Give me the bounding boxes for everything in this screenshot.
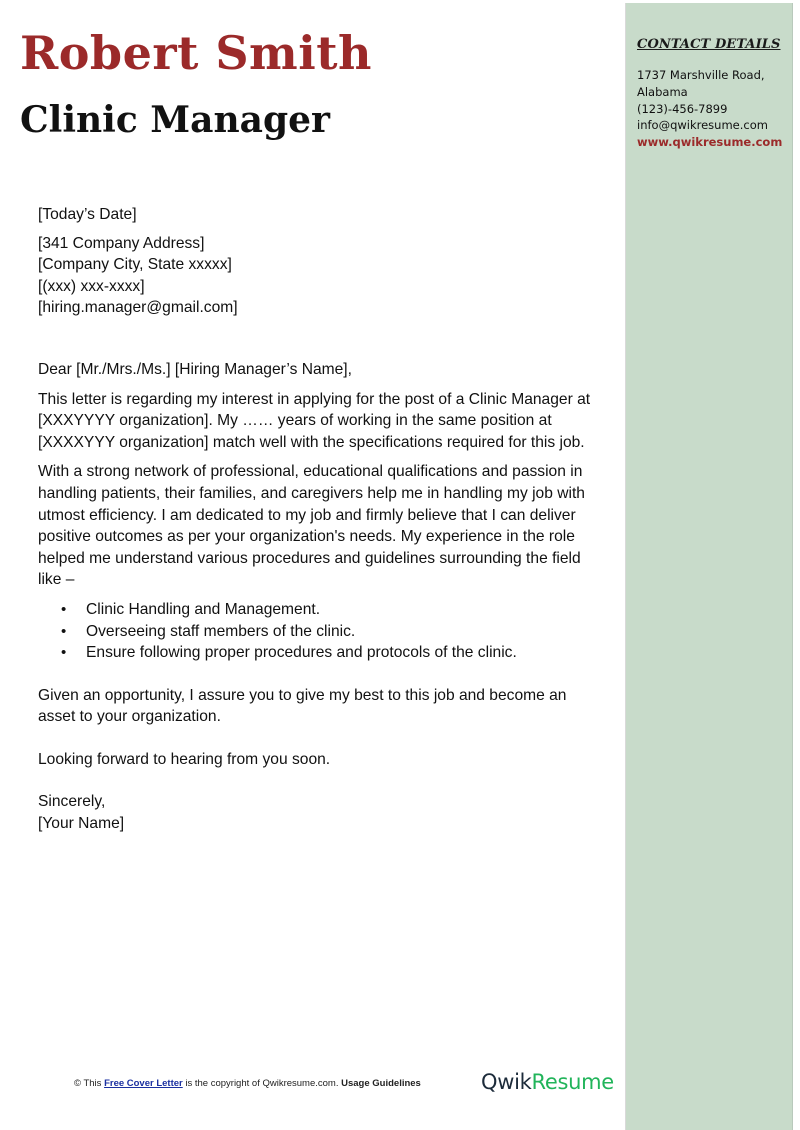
copyright-footer (74, 1078, 421, 1089)
contact-sidebar (625, 3, 793, 1130)
contact-address-line1: 1737 Marshville Road, (637, 68, 765, 82)
paragraph-intro: This letter is regarding my interest in applying for the post of a Clinic Manager at [XXXYYYY organization]. My …… years of working in the same position at [XXXXYYY organization] match well with the specifications required for this job. (38, 390, 591, 451)
recipient-block (38, 233, 608, 319)
recipient-phone: [(xxx) xxx-xxxx] (38, 277, 145, 295)
footer-prefix: This (81, 1078, 105, 1089)
closing: Sincerely, (38, 793, 106, 811)
recipient-address: [341 Company Address] (38, 234, 205, 252)
candidate-name: Robert Smith (20, 26, 372, 80)
usage-guidelines-link[interactable]: Usage Guidelines (341, 1078, 421, 1089)
list-item: • Overseeing staff members of the clinic. (38, 621, 608, 643)
contact-website-link[interactable]: www.qwikresume.com (637, 135, 783, 150)
contact-email[interactable]: info@qwikresume.com (637, 118, 768, 133)
recipient-city-state: [Company City, State xxxxx] (38, 256, 232, 274)
list-item: • Clinic Handling and Management. (38, 599, 608, 621)
contact-details (637, 67, 782, 151)
recipient-email: [hiring.manager@gmail.com] (38, 299, 238, 317)
paragraph-qualifications: With a strong network of professional, educational qualifications and passion in handling patients, their families, and caregivers help me in handling my job with utmost efficiency. I am dedicated to my job and firmly believe that I can deliver positive outcomes as per your organization's needs. My experience in the role helped me understand various procedures and guidelines surrounding the field like – (38, 463, 585, 589)
contact-address-line2: Alabama (637, 84, 688, 99)
skills-list (38, 599, 608, 664)
letter-date: [Today’s Date] (38, 206, 137, 223)
qwikresume-logo (481, 1070, 614, 1094)
copyright-icon: © (74, 1078, 81, 1089)
paragraph-opportunity: Given an opportunity, I assure you to give my best to this job and become an asset to your organization. (38, 686, 567, 726)
contact-details-heading: CONTACT DETAILS (637, 37, 781, 52)
logo-part-qwik: Qwik (481, 1070, 532, 1094)
footer-middle: is the copyright of Qwikresume.com. (182, 1078, 342, 1089)
list-item: • Ensure following proper procedures and protocols of the clinic. (38, 642, 608, 664)
salutation: Dear [Mr./Mrs./Ms.] [Hiring Manager’s Name], (38, 360, 352, 378)
signature: [Your Name] (38, 815, 125, 833)
letter-body (38, 204, 608, 835)
logo-part-resume: Resume (531, 1070, 614, 1094)
contact-phone: (123)-456-7899 (637, 101, 728, 116)
free-cover-letter-link[interactable]: Free Cover Letter (104, 1078, 183, 1089)
job-title: Clinic Manager (20, 99, 331, 141)
paragraph-closing-remark: Looking forward to hearing from you soon. (38, 750, 331, 768)
